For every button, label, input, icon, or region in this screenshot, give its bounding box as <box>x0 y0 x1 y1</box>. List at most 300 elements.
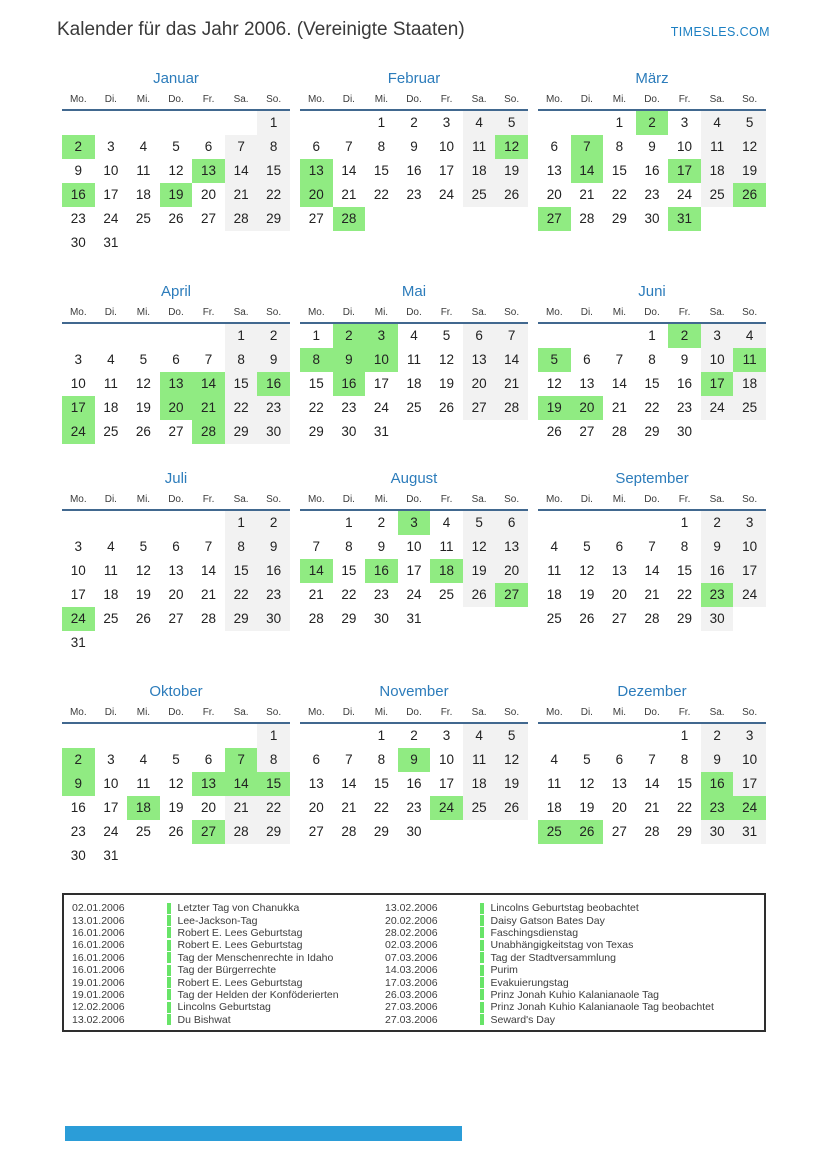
day-cell: 17 <box>701 372 734 396</box>
month-calendar-mai <box>300 283 528 470</box>
holiday-name: Letzter Tag von Chanukka <box>177 902 300 915</box>
day-cell: 16 <box>257 372 290 396</box>
day-cell: 24 <box>439 187 455 202</box>
weekday-label: Fr. <box>678 707 691 718</box>
day-cell <box>538 511 571 535</box>
holiday-name: Prinz Jonah Kuhio Kalanianaole Tag <box>490 988 660 1001</box>
holiday-name: Robert E. Lees Geburtstag <box>177 926 303 939</box>
day-cell: 3 <box>107 139 115 154</box>
day-cell: 21 <box>644 587 660 602</box>
day-cell: 7 <box>225 748 258 772</box>
day-cell: 17 <box>103 800 119 815</box>
week-row <box>62 724 290 748</box>
weekday-label: Fr. <box>678 307 691 318</box>
week-row <box>300 535 528 559</box>
day-cell: 3 <box>701 324 734 348</box>
holiday-tick-icon <box>480 1002 484 1013</box>
weekday-label: Di. <box>342 307 355 318</box>
weekday-header-row <box>538 94 766 111</box>
day-cell: 10 <box>701 348 734 372</box>
day-cell: 27 <box>168 424 184 439</box>
day-cell <box>192 844 225 868</box>
week-row <box>538 820 766 844</box>
day-cell: 25 <box>463 183 496 207</box>
holiday-tick-icon <box>167 952 171 963</box>
day-cell: 11 <box>547 563 562 578</box>
weekday-header-row <box>538 494 766 511</box>
week-row <box>300 511 528 535</box>
day-cell: 8 <box>377 752 386 767</box>
holiday-tick-icon <box>167 1014 171 1025</box>
week-row <box>538 583 766 607</box>
weekday-label: Sa. <box>471 307 487 318</box>
holiday-row <box>72 989 385 1001</box>
day-cell: 4 <box>550 539 559 554</box>
day-cell <box>430 820 463 844</box>
weekday-label: Do. <box>644 94 660 105</box>
week-row <box>538 420 766 444</box>
day-cell: 21 <box>308 587 324 602</box>
weekday-label: Do. <box>406 494 422 505</box>
day-cell: 3 <box>733 724 766 748</box>
day-cell: 11 <box>547 776 562 791</box>
day-cell: 10 <box>70 563 86 578</box>
month-calendar-juli <box>62 470 290 683</box>
week-row <box>62 820 290 844</box>
weekday-label: Fr. <box>202 494 215 505</box>
day-cell: 29 <box>341 611 357 626</box>
day-cell: 16 <box>644 163 660 178</box>
day-cell: 17 <box>439 163 455 178</box>
weekday-label: Do. <box>644 707 660 718</box>
weekday-label: Di. <box>104 707 117 718</box>
holiday-date: 02.03.2006 <box>385 939 438 952</box>
day-cell: 20 <box>463 372 496 396</box>
day-cell: 5 <box>139 539 148 554</box>
day-cell: 17 <box>373 376 389 391</box>
weekday-label: Mi. <box>136 307 151 318</box>
day-cell <box>495 820 528 844</box>
day-cell: 22 <box>373 187 389 202</box>
day-cell <box>603 511 636 535</box>
holiday-row <box>72 939 385 951</box>
day-cell <box>62 324 95 348</box>
day-cell: 19 <box>168 800 184 815</box>
day-cell: 6 <box>583 352 591 367</box>
day-cell <box>538 111 571 135</box>
day-cell <box>160 844 193 868</box>
day-cell <box>257 231 290 255</box>
month-title: August <box>390 470 438 487</box>
week-row <box>62 135 290 159</box>
day-cell: 19 <box>135 587 151 602</box>
day-cell <box>95 324 128 348</box>
weekday-label: Di. <box>104 307 117 318</box>
day-cell: 23 <box>406 187 422 202</box>
weekday-label: Do. <box>168 707 184 718</box>
weekday-label: Sa. <box>709 307 725 318</box>
week-row <box>62 372 290 396</box>
day-cell: 24 <box>103 211 119 226</box>
weekday-label: Di. <box>580 707 593 718</box>
weekday-label: Fr. <box>440 494 453 505</box>
day-cell: 15 <box>373 776 389 791</box>
day-cell: 26 <box>495 796 528 820</box>
week-row <box>62 207 290 231</box>
day-cell: 7 <box>312 539 321 554</box>
day-cell: 22 <box>644 400 660 415</box>
weekday-label: So. <box>504 707 520 718</box>
day-cell: 11 <box>406 352 421 367</box>
day-cell: 31 <box>406 611 422 626</box>
day-cell: 8 <box>377 139 386 154</box>
holiday-date: 13.02.2006 <box>385 902 438 915</box>
day-cell: 27 <box>611 824 627 839</box>
day-cell: 25 <box>103 424 119 439</box>
day-cell: 26 <box>135 424 151 439</box>
month-calendar-dezember <box>538 683 766 883</box>
day-cell: 21 <box>225 796 258 820</box>
week-row <box>300 348 528 372</box>
day-cell <box>430 207 463 231</box>
day-cell: 24 <box>430 796 463 820</box>
weekday-label: Mi. <box>612 307 627 318</box>
day-cell <box>300 724 333 748</box>
day-cell <box>495 207 528 231</box>
day-cell <box>95 724 128 748</box>
weekday-label: So. <box>742 307 758 318</box>
weekday-label: Do. <box>644 494 660 505</box>
holiday-row <box>385 1001 764 1013</box>
holiday-tick-icon <box>167 965 171 976</box>
week-row <box>300 796 528 820</box>
day-cell <box>225 631 258 655</box>
day-cell: 9 <box>398 748 431 772</box>
day-cell: 30 <box>677 424 693 439</box>
day-cell: 26 <box>733 183 766 207</box>
day-cell: 7 <box>648 539 656 554</box>
day-cell: 13 <box>300 159 333 183</box>
weekday-label: Mo. <box>545 494 563 505</box>
day-cell: 21 <box>201 587 217 602</box>
month-title: Februar <box>387 70 441 87</box>
day-cell: 5 <box>139 352 148 367</box>
day-cell <box>463 420 496 444</box>
day-cell: 26 <box>579 611 595 626</box>
day-cell <box>733 607 766 631</box>
day-cell: 23 <box>701 583 734 607</box>
day-cell: 7 <box>615 352 624 367</box>
day-cell <box>495 607 528 631</box>
holiday-tick-icon <box>480 1014 484 1025</box>
day-cell <box>127 844 160 868</box>
day-cell: 24 <box>733 583 766 607</box>
day-cell: 4 <box>107 352 115 367</box>
month-title: Juli <box>164 470 188 487</box>
day-cell: 31 <box>103 235 119 250</box>
holiday-row <box>72 1001 385 1013</box>
day-cell: 8 <box>225 535 258 559</box>
day-cell: 25 <box>103 611 119 626</box>
day-cell: 18 <box>127 796 160 820</box>
day-cell: 22 <box>677 800 693 815</box>
day-cell: 6 <box>172 539 180 554</box>
day-cell: 4 <box>139 752 148 767</box>
holiday-row <box>72 952 385 964</box>
day-cell: 29 <box>257 820 290 844</box>
week-row <box>62 420 290 444</box>
week-row <box>300 207 528 231</box>
day-cell: 1 <box>648 328 656 343</box>
day-cell <box>571 511 604 535</box>
holiday-date: 12.02.2006 <box>72 1001 125 1014</box>
day-cell: 5 <box>538 348 571 372</box>
week-row <box>62 324 290 348</box>
day-cell: 26 <box>168 211 184 226</box>
holiday-tick-icon <box>167 1002 171 1013</box>
day-cell: 15 <box>677 563 693 578</box>
day-cell: 27 <box>308 824 324 839</box>
day-cell: 3 <box>398 511 431 535</box>
holiday-row <box>385 976 764 988</box>
day-cell: 10 <box>733 748 766 772</box>
holiday-tick-icon <box>167 940 171 951</box>
day-cell: 9 <box>680 352 689 367</box>
weekday-label: Di. <box>342 94 355 105</box>
day-cell: 29 <box>677 611 693 626</box>
day-cell: 30 <box>257 420 290 444</box>
holiday-name: Tag der Menschenrechte in Idaho <box>177 951 334 964</box>
week-row <box>300 607 528 631</box>
weekday-label: So. <box>266 307 282 318</box>
day-cell: 28 <box>333 207 366 231</box>
day-cell: 26 <box>135 611 151 626</box>
day-cell: 23 <box>257 583 290 607</box>
day-cell: 19 <box>495 159 528 183</box>
day-cell: 10 <box>733 535 766 559</box>
weekday-label: Mo. <box>307 494 325 505</box>
day-cell: 25 <box>701 183 734 207</box>
day-cell: 7 <box>204 539 213 554</box>
holiday-date: 20.02.2006 <box>385 914 438 927</box>
weekday-label: Do. <box>168 307 184 318</box>
month-title: Juni <box>638 283 666 300</box>
day-cell: 6 <box>615 752 624 767</box>
day-cell: 2 <box>377 515 386 530</box>
day-cell: 31 <box>373 424 389 439</box>
weekday-label: Mi. <box>136 707 151 718</box>
day-cell: 14 <box>644 776 660 791</box>
day-cell: 10 <box>677 139 693 154</box>
day-cell: 12 <box>135 376 151 391</box>
week-row <box>300 583 528 607</box>
day-cell <box>733 420 766 444</box>
day-cell: 1 <box>225 324 258 348</box>
holiday-name: Seward's Day <box>490 1013 555 1026</box>
day-cell: 8 <box>257 748 290 772</box>
day-cell: 13 <box>546 163 562 178</box>
day-cell: 12 <box>439 352 455 367</box>
legend-column-left <box>72 902 385 1030</box>
day-cell: 27 <box>538 207 571 231</box>
day-cell: 15 <box>373 163 389 178</box>
weekday-label: Di. <box>580 494 593 505</box>
day-cell: 21 <box>611 400 627 415</box>
holiday-tick-icon <box>167 927 171 938</box>
day-cell: 2 <box>333 324 366 348</box>
week-row <box>538 159 766 183</box>
day-cell: 5 <box>583 539 591 554</box>
weekday-label: Sa. <box>709 707 725 718</box>
day-cell <box>225 231 258 255</box>
holiday-date: 07.03.2006 <box>385 951 438 964</box>
day-cell: 27 <box>495 583 528 607</box>
day-cell: 3 <box>442 728 451 743</box>
day-cell: 14 <box>571 159 604 183</box>
day-cell: 31 <box>103 848 119 863</box>
day-cell: 4 <box>463 111 496 135</box>
day-cell: 14 <box>225 159 258 183</box>
day-cell: 22 <box>225 396 258 420</box>
day-cell <box>127 511 160 535</box>
day-cell: 14 <box>225 772 258 796</box>
day-cell: 27 <box>308 211 324 226</box>
day-cell: 28 <box>308 611 324 626</box>
day-cell: 18 <box>406 376 422 391</box>
week-row <box>62 111 290 135</box>
holiday-name: Purim <box>490 964 518 977</box>
month-title: Mai <box>401 283 427 300</box>
weekday-label: Sa. <box>471 94 487 105</box>
day-cell: 13 <box>463 348 496 372</box>
day-cell: 26 <box>168 824 184 839</box>
day-cell <box>225 111 258 135</box>
day-cell: 30 <box>644 211 660 226</box>
day-cell: 15 <box>225 559 258 583</box>
day-cell: 20 <box>308 800 324 815</box>
day-cell: 10 <box>103 163 119 178</box>
week-row <box>300 559 528 583</box>
holiday-row <box>72 964 385 976</box>
day-cell: 17 <box>406 563 422 578</box>
month-calendar-september <box>538 470 766 683</box>
day-cell: 11 <box>733 348 766 372</box>
holiday-name: Robert E. Lees Geburtstag <box>177 939 303 952</box>
day-cell: 13 <box>160 372 193 396</box>
day-cell: 27 <box>192 820 225 844</box>
week-row <box>538 796 766 820</box>
month-calendar-marz <box>538 70 766 283</box>
week-row <box>538 372 766 396</box>
day-cell <box>495 420 528 444</box>
day-cell: 22 <box>677 587 693 602</box>
day-cell: 24 <box>62 420 95 444</box>
months-grid <box>62 70 766 883</box>
week-row <box>538 748 766 772</box>
day-cell: 17 <box>733 772 766 796</box>
day-cell: 8 <box>225 348 258 372</box>
day-cell: 7 <box>345 139 353 154</box>
day-cell: 12 <box>168 776 184 791</box>
week-row <box>62 748 290 772</box>
week-row <box>300 420 528 444</box>
weekday-label: Do. <box>406 707 422 718</box>
day-cell: 29 <box>225 420 258 444</box>
day-cell: 16 <box>701 772 734 796</box>
weekday-header-row <box>538 307 766 324</box>
site-link[interactable]: TIMESLES.COM <box>670 25 770 39</box>
week-row <box>538 535 766 559</box>
day-cell: 1 <box>257 724 290 748</box>
day-cell: 18 <box>463 772 496 796</box>
holiday-tick-icon <box>167 903 171 914</box>
day-cell: 25 <box>733 396 766 420</box>
week-row <box>62 844 290 868</box>
day-cell <box>365 207 398 231</box>
weekday-label: Di. <box>342 707 355 718</box>
week-row <box>62 183 290 207</box>
week-row <box>62 348 290 372</box>
day-cell: 19 <box>160 183 193 207</box>
day-cell: 6 <box>463 324 496 348</box>
day-cell: 14 <box>341 776 357 791</box>
holiday-date: 16.01.2006 <box>72 964 125 977</box>
day-cell: 12 <box>579 776 595 791</box>
month-title: Januar <box>153 70 199 87</box>
holiday-tick-icon <box>480 977 484 988</box>
day-cell <box>160 724 193 748</box>
day-cell <box>300 111 333 135</box>
day-cell: 2 <box>636 111 669 135</box>
week-row <box>538 207 766 231</box>
day-cell: 2 <box>62 748 95 772</box>
day-cell: 17 <box>62 396 95 420</box>
week-row <box>62 535 290 559</box>
day-cell: 16 <box>257 559 290 583</box>
day-cell <box>192 231 225 255</box>
weekday-label: Sa. <box>233 94 249 105</box>
day-cell <box>333 724 366 748</box>
day-cell <box>603 724 636 748</box>
day-cell: 23 <box>677 400 693 415</box>
day-cell <box>398 420 431 444</box>
day-cell: 27 <box>168 611 184 626</box>
day-cell <box>257 844 290 868</box>
day-cell: 11 <box>701 135 734 159</box>
day-cell <box>192 724 225 748</box>
day-cell: 28 <box>201 611 217 626</box>
day-cell: 5 <box>463 511 496 535</box>
day-cell: 9 <box>257 535 290 559</box>
weekday-label: Fr. <box>440 707 453 718</box>
day-cell: 20 <box>546 187 562 202</box>
day-cell: 5 <box>495 724 528 748</box>
weekday-label: Di. <box>580 307 593 318</box>
month-title: September <box>615 470 689 487</box>
holiday-date: 19.01.2006 <box>72 976 125 989</box>
day-cell: 19 <box>495 772 528 796</box>
weekday-label: Mo. <box>545 94 563 105</box>
day-cell: 2 <box>668 324 701 348</box>
day-cell: 20 <box>611 800 627 815</box>
weekday-header-row <box>62 94 290 111</box>
day-cell: 28 <box>225 207 258 231</box>
day-cell: 13 <box>611 563 627 578</box>
page-title: Kalender für das Jahr 2006. (Vereinigte Staaten) <box>57 19 465 40</box>
day-cell <box>538 324 571 348</box>
day-cell: 3 <box>74 352 83 367</box>
legend-column-right <box>385 902 764 1030</box>
